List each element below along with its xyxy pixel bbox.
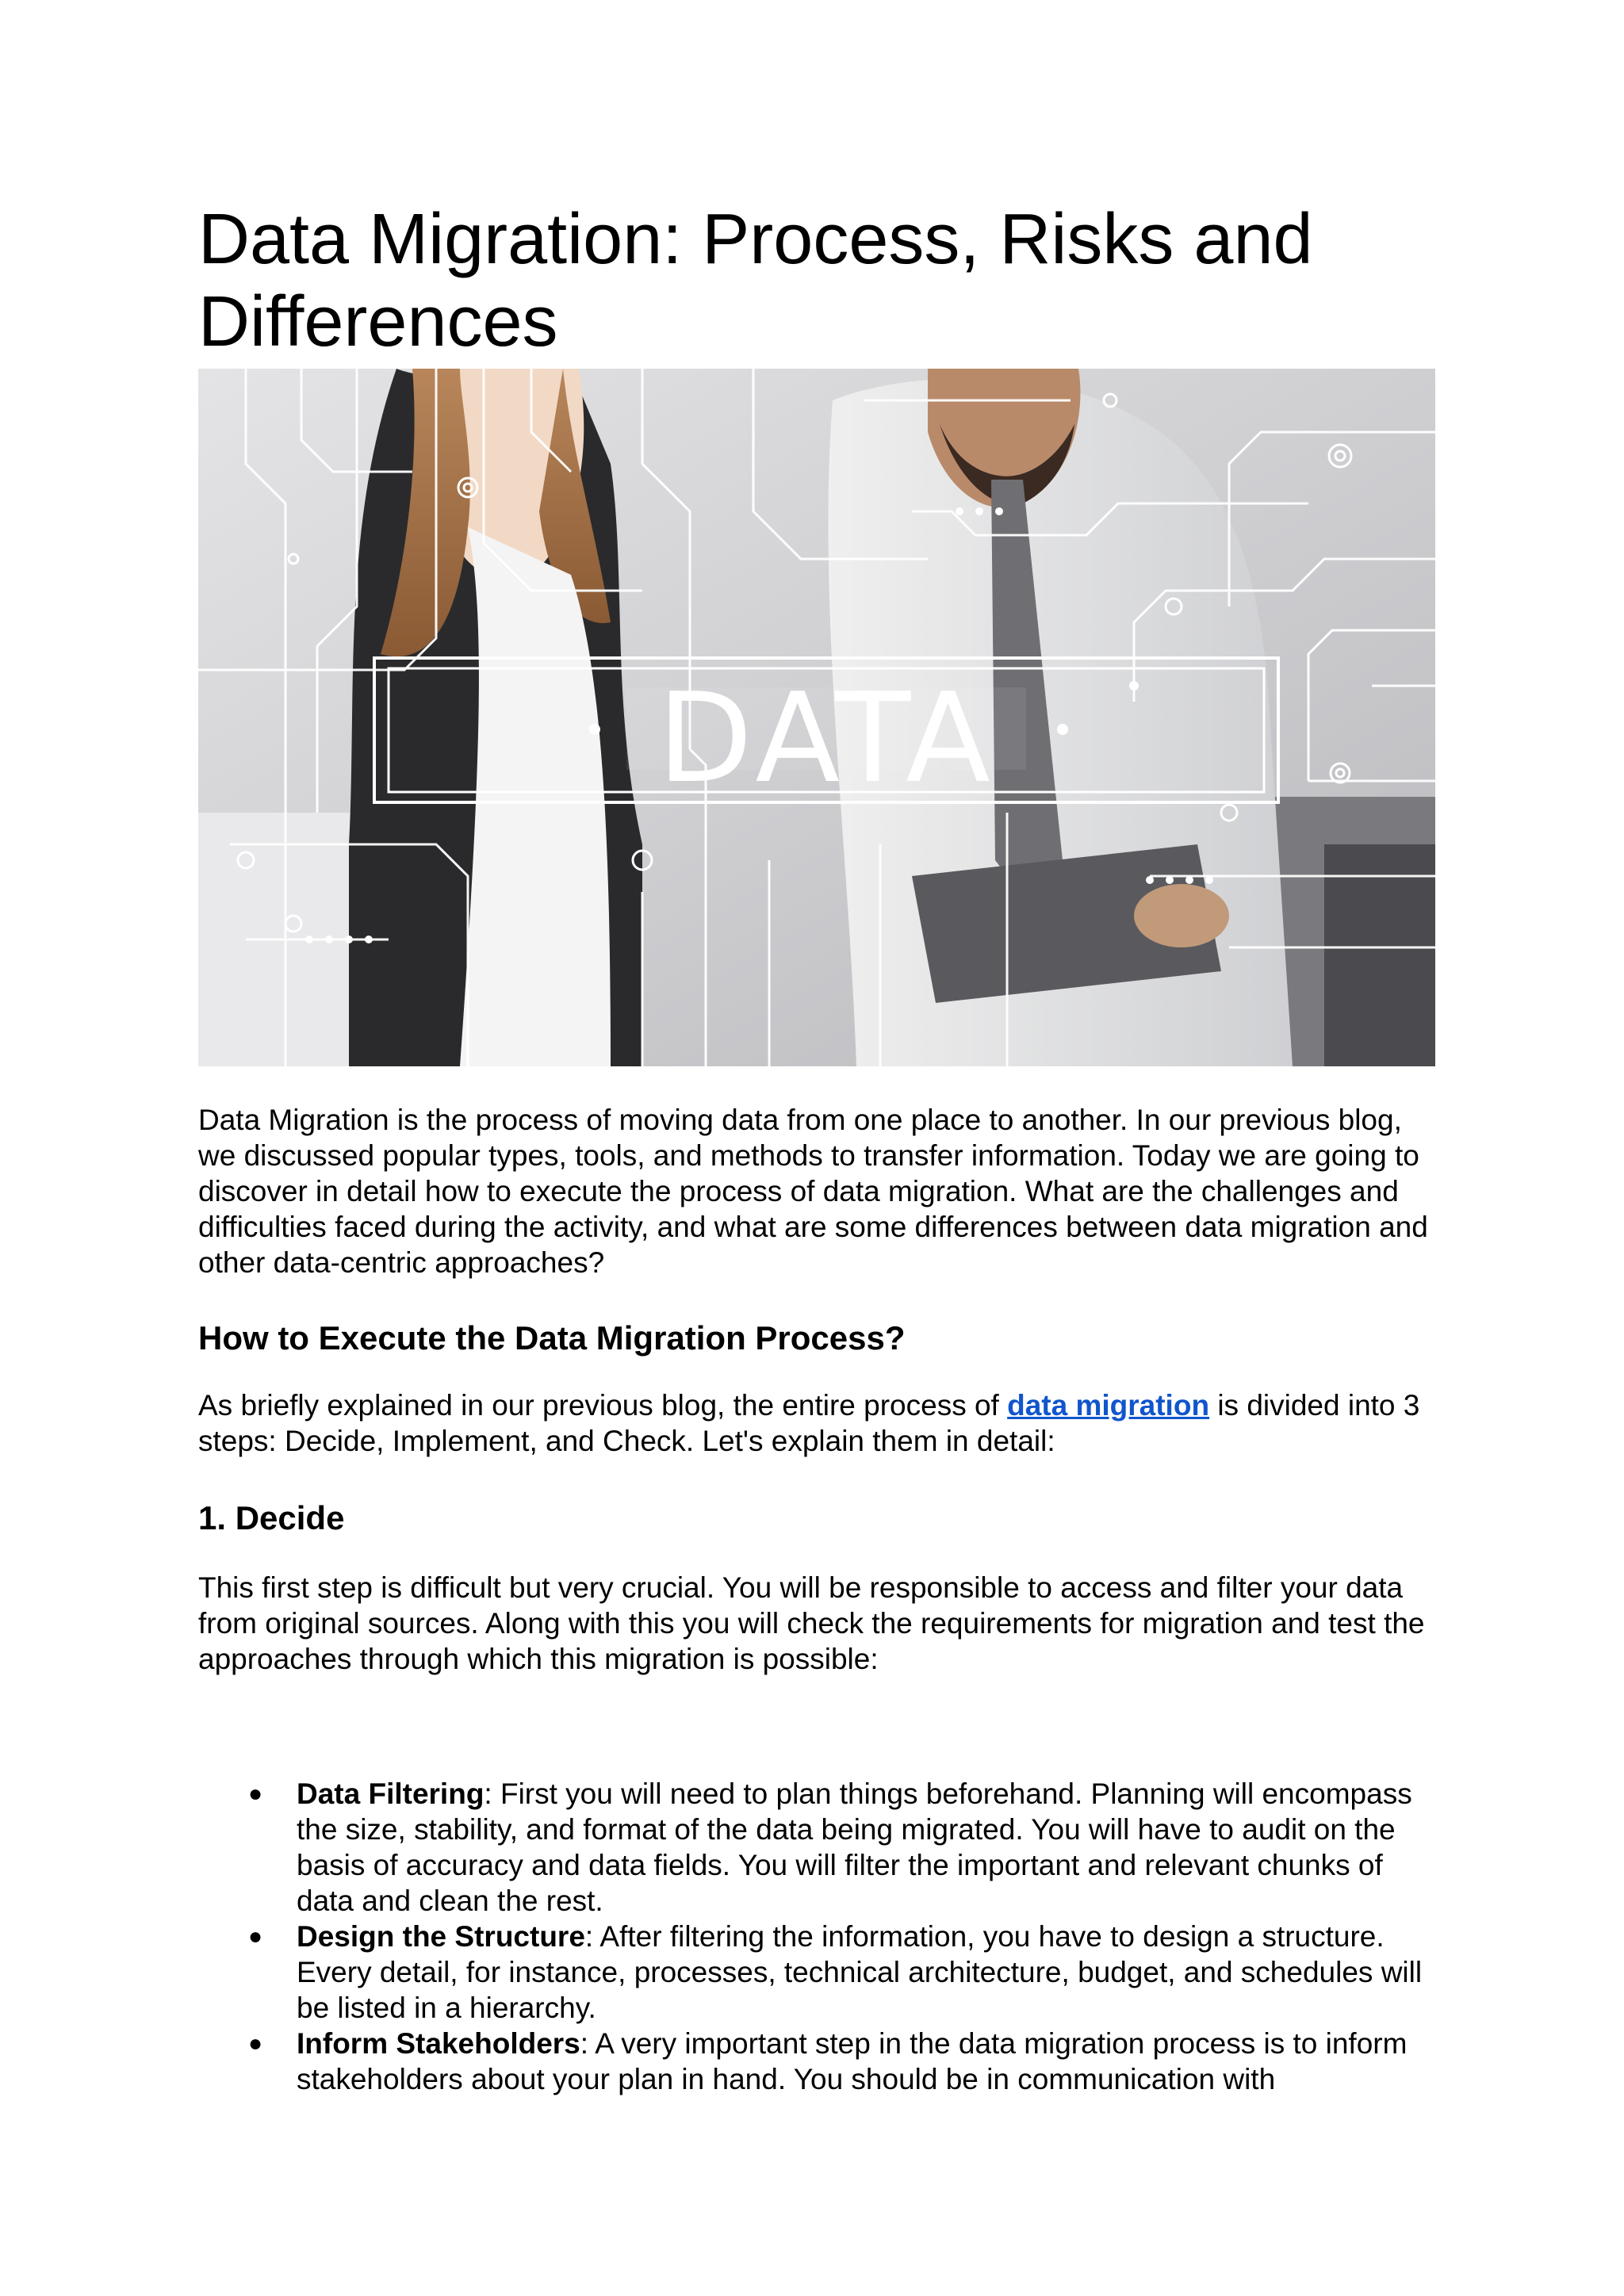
hero-data-word: DATA — [657, 666, 995, 810]
list-item — [198, 1919, 1435, 2026]
execute-text-after: is divided into 3 steps: Decide, Implement, and Check. Let's explain them in detail: — [198, 1389, 1420, 1457]
bullet-icon: ● — [248, 2030, 263, 2057]
data-migration-link[interactable]: data migration — [1007, 1389, 1210, 1422]
bullet-text: : After filtering the information, you have to design a structure. Every detail, for instance, processes, technical architecture, budget, and schedules will be listed in a hierarchy. — [297, 1920, 1423, 2024]
page-title: Data Migration: Process, Risks and Differences — [198, 200, 1313, 362]
bullet-text: : A very important step in the data migration process is to inform stakeholders about your plan in hand. You should be in communication with — [297, 2027, 1408, 2095]
intro-paragraph: Data Migration is the process of moving data from one place to another. In our previous blog, we discussed popular types, tools, and methods to transfer information. Today we are going to discover in detail how to execute the process of data migration. What are the challenges and difficulties faced during the activity, and what are some differences between data migration and other data-centric approaches? — [198, 1104, 1428, 1279]
bullet-text: : First you will need to plan things beforehand. Planning will encompass the size, stability, and format of the data being migrated. You will have to audit on the basis of accuracy and data fields. You will filter the important and relevant chunks of data and clean the rest. — [297, 1777, 1412, 1917]
execute-paragraph — [198, 1387, 1435, 1459]
bullet-term: Inform Stakeholders — [297, 2027, 580, 2060]
hero-image — [198, 369, 1435, 1066]
execute-text-before: As briefly explained in our previous blog, the entire process of — [198, 1389, 1008, 1422]
list-item — [198, 2026, 1435, 2097]
hero-photo-illustration — [198, 369, 1435, 1066]
decide-paragraph: This first step is difficult but very crucial. You will be responsible to access and filter your data from original sources. Along with this you will check the requirements for migration and test the approaches through which this migration is possible: — [198, 1571, 1425, 1675]
section-heading-execute: How to Execute the Data Migration Process? — [198, 1319, 906, 1357]
bullet-term: Data Filtering — [297, 1777, 485, 1810]
section-heading-decide: 1. Decide — [198, 1499, 345, 1536]
list-item — [198, 1776, 1435, 1919]
bullet-term: Design the Structure — [297, 1920, 585, 1953]
bullet-icon: ● — [248, 1923, 263, 1950]
decide-bullet-list — [198, 1776, 1435, 2097]
bullet-icon: ● — [248, 1781, 263, 1807]
